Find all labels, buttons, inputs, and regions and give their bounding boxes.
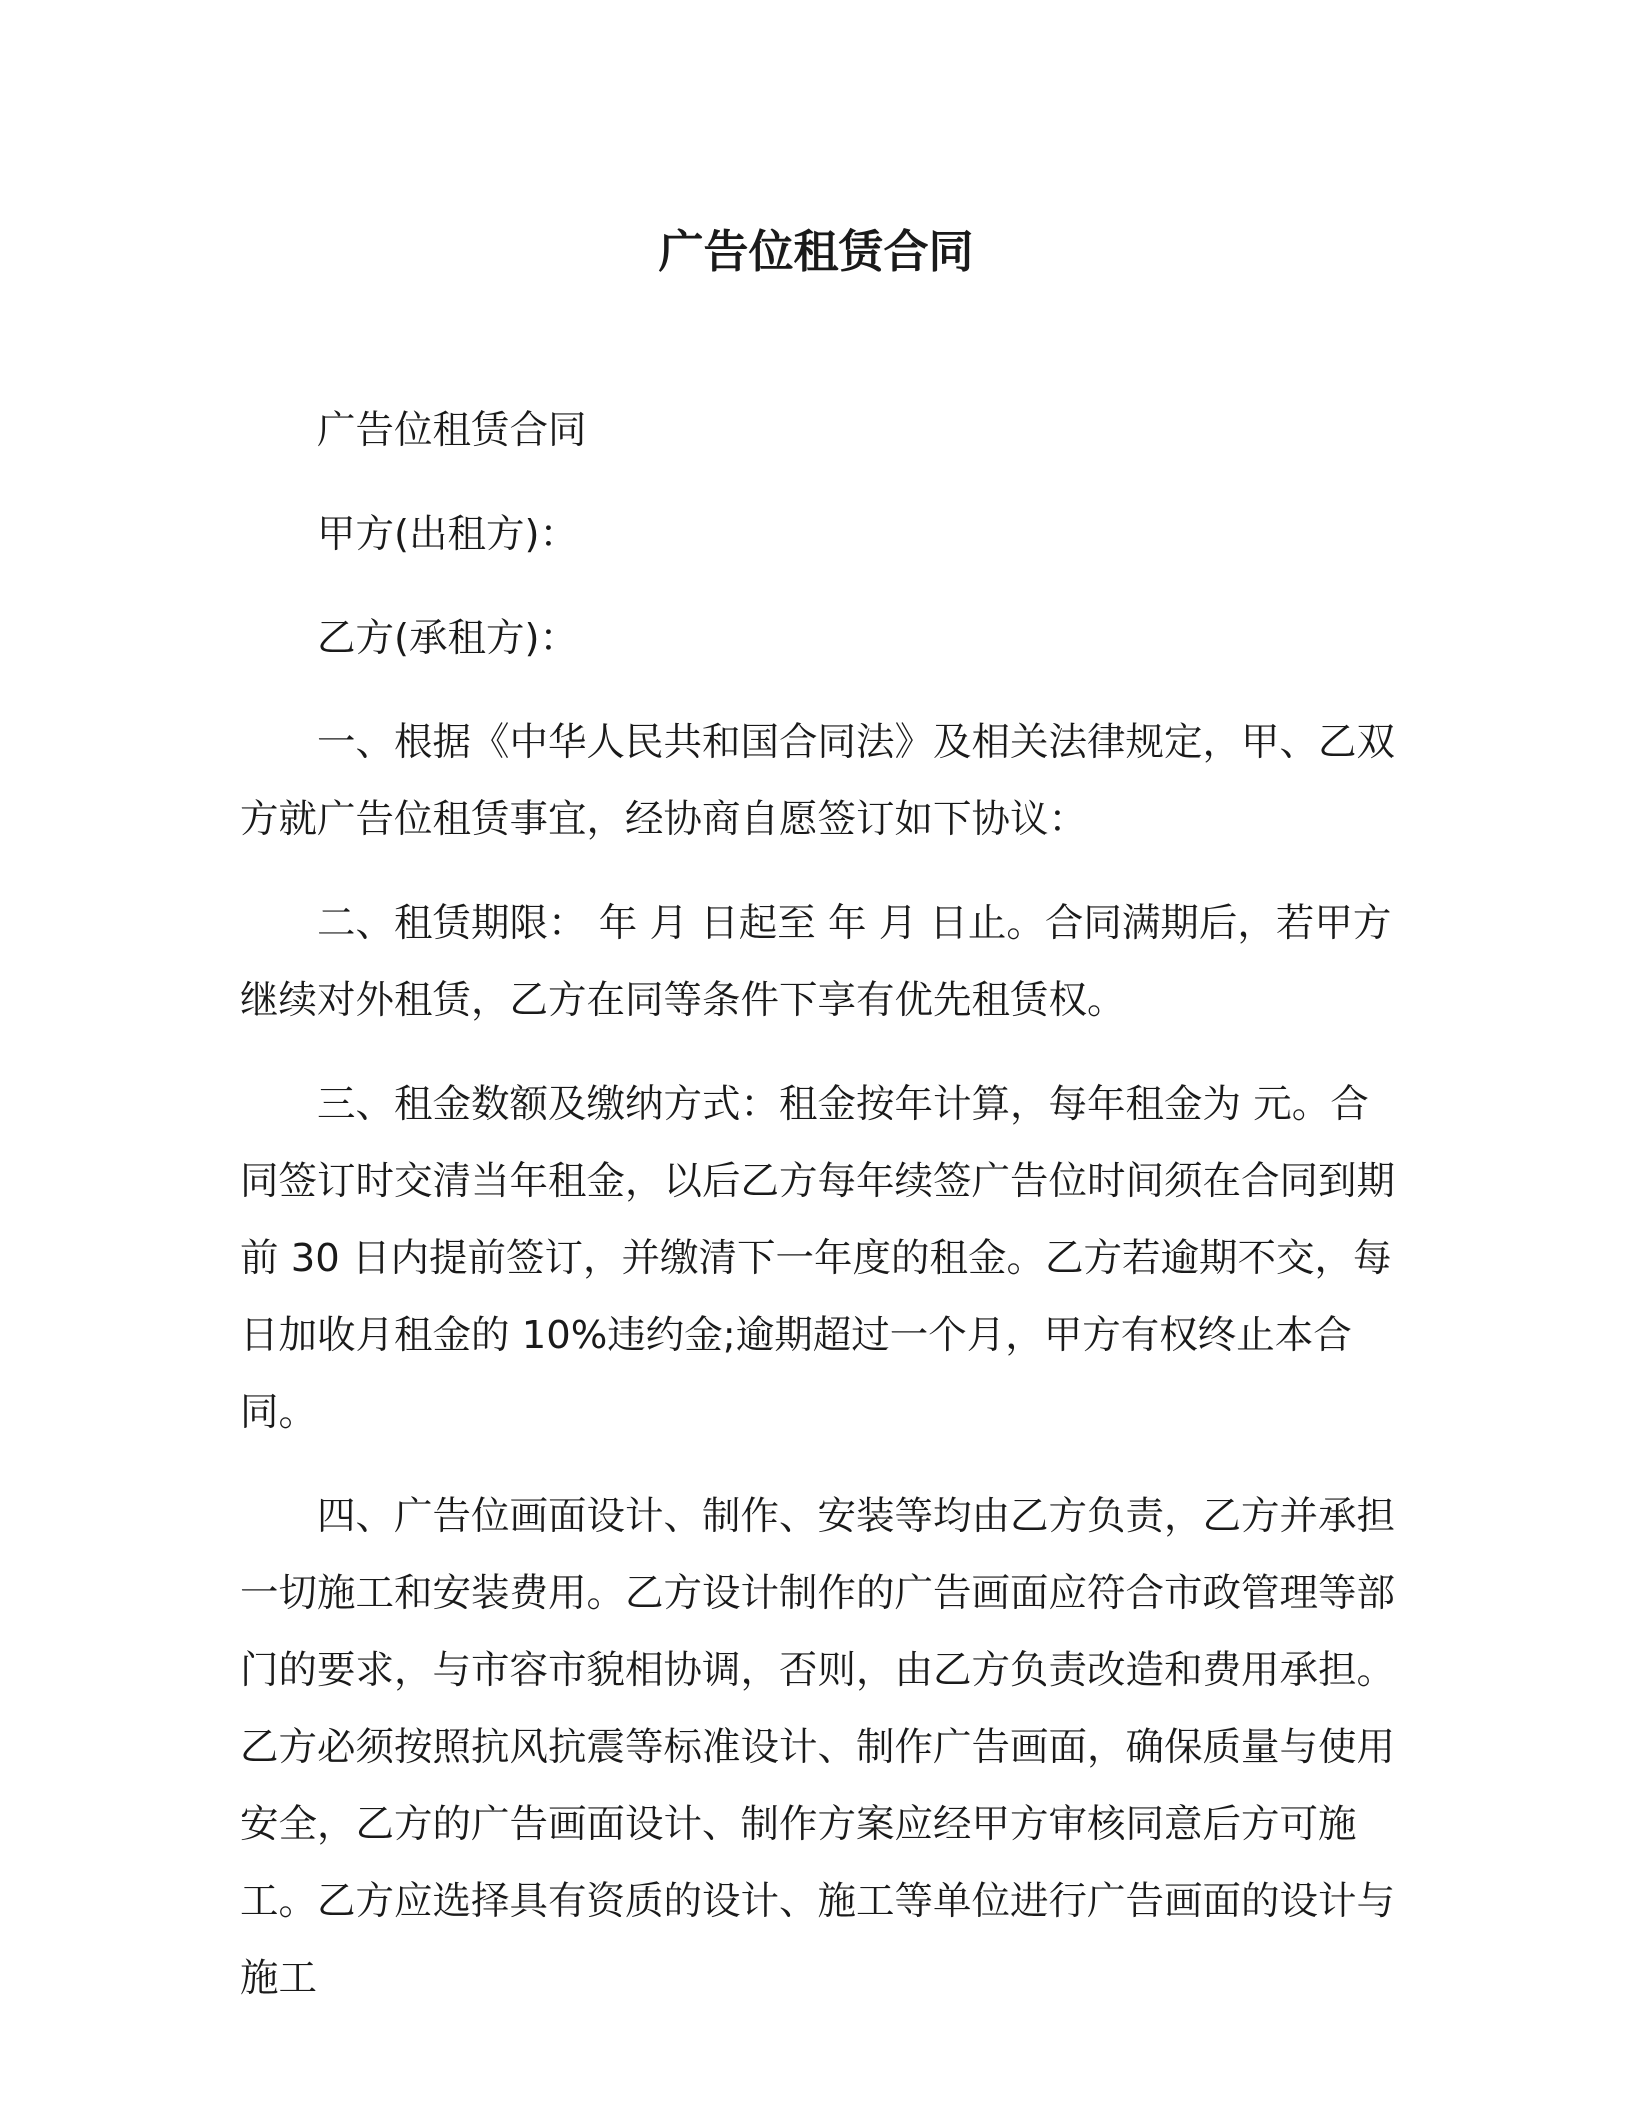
document-body — [240, 392, 1400, 2044]
paragraph-party-a: 甲方(出租方)： — [317, 512, 579, 557]
paragraph-clause-3: 三、租金数额及缴纳方式：租金按年计算，每年租金为 元。合同签订时交清当年租金，以后乙方每年续签广告位时间须在合同到期前 30 日内提前签订，并缴清下一年度的租金。乙方若逾期不交，每日加收月租金的 10%违约金;逾期超过一个月，甲方有权终止本合同。 — [240, 1082, 1396, 1435]
paragraph-heading: 广告位租赁合同 — [317, 408, 587, 453]
paragraph-clause-1: 一、根据《中华人民共和国合同法》及相关法律规定，甲、乙双方就广告位租赁事宜，经协商自愿签订如下协议： — [240, 720, 1396, 842]
paragraph-clause-4: 四、广告位画面设计、制作、安装等均由乙方负责，乙方并承担一切施工和安装费用。乙方设计制作的广告画面应符合市政管理等部门的要求，与市容市貌相协调，否则，由乙方负责改造和费用承担。乙方必须按照抗风抗震等标准设计、制作广告画面，确保质量与使用安全，乙方的广告画面设计、制作方案应经甲方审核同意后方可施工。乙方应选择具有资质的设计、施工等单位进行广告画面的设计与施工 — [240, 1494, 1396, 2001]
paragraph-clause-2: 二、租赁期限： 年 月 日起至 年 月 日止。合同满期后，若甲方继续对外租赁，乙方在同等条件下享有优先租赁权。 — [240, 901, 1392, 1023]
document-title: 广告位租赁合同 — [658, 225, 974, 278]
paragraph-party-b: 乙方(承租方)： — [317, 616, 579, 661]
